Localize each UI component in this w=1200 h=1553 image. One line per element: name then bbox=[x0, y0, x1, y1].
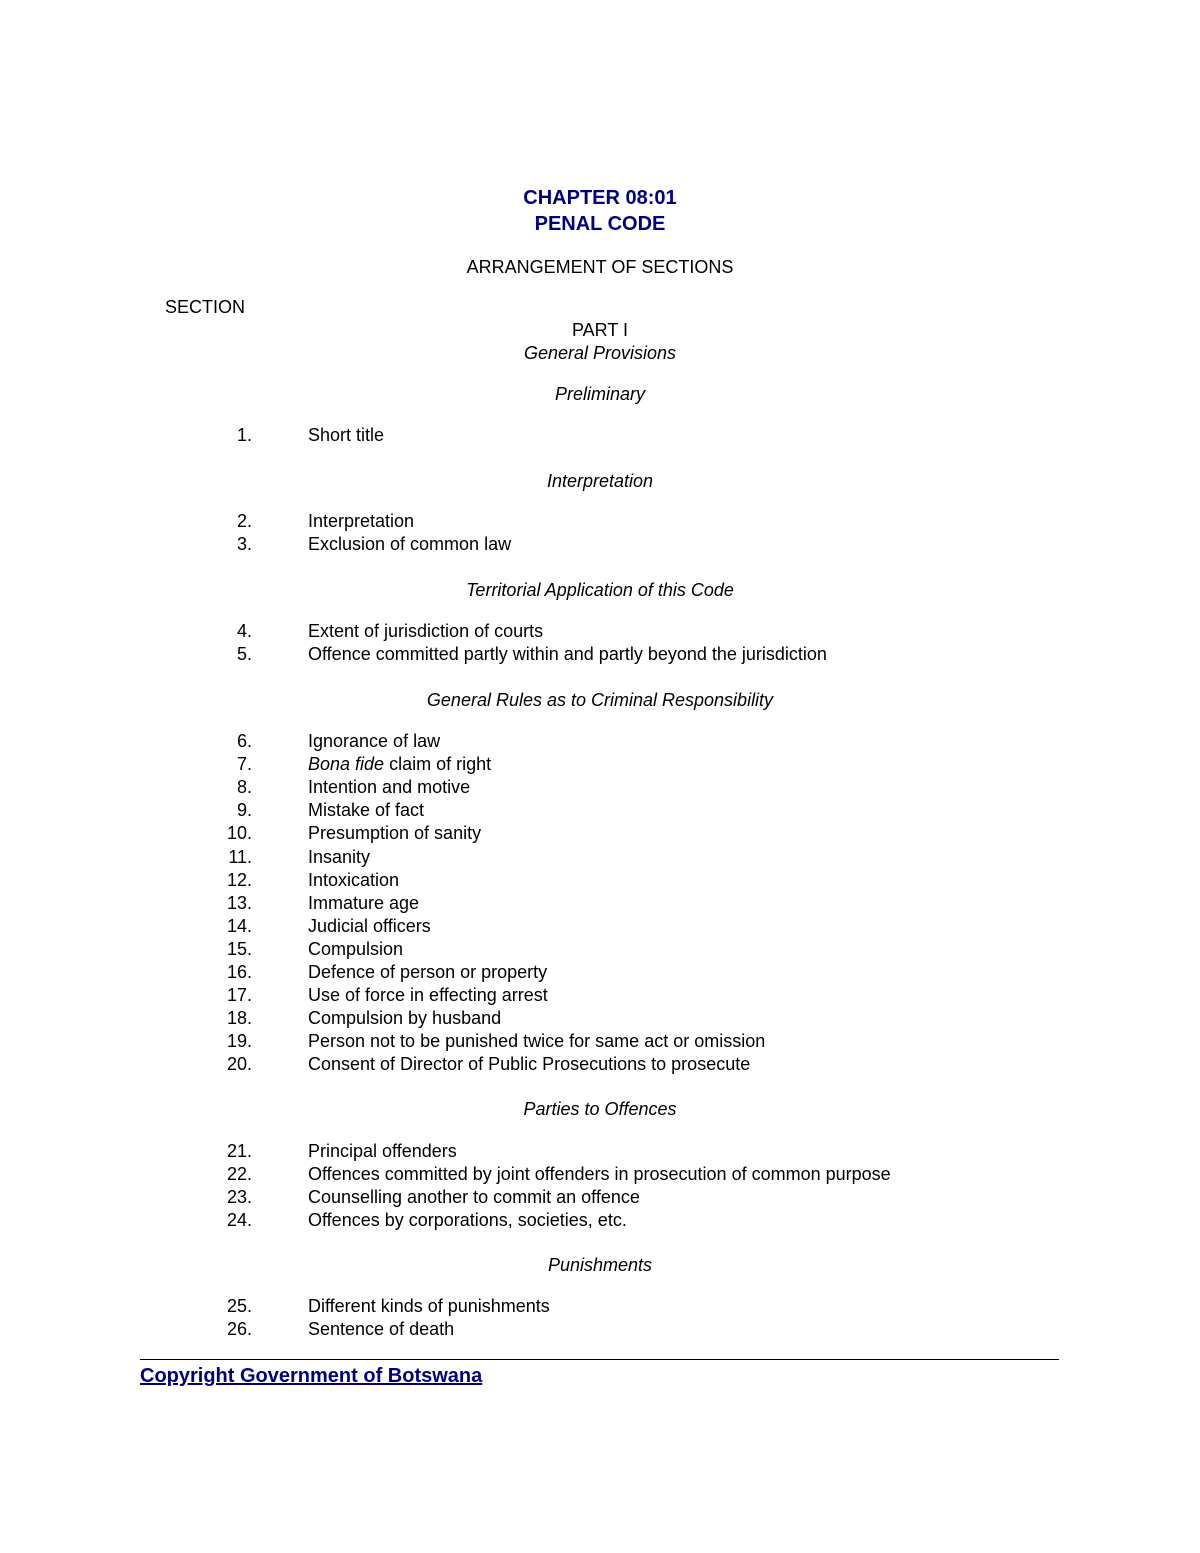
section-row bbox=[0, 1318, 1200, 1341]
section-number: 8. bbox=[236, 777, 252, 797]
section-number: 26. bbox=[226, 1319, 252, 1339]
section-number: 11. bbox=[228, 847, 252, 867]
section-row bbox=[0, 822, 1200, 845]
section-title: Intention and motive bbox=[308, 777, 471, 797]
section-number: 21. bbox=[226, 1141, 252, 1161]
section-row bbox=[0, 961, 1200, 984]
footer-divider bbox=[140, 1359, 1059, 1360]
section-title-italic: Bona fide bbox=[308, 754, 385, 774]
section-number: 25. bbox=[226, 1296, 252, 1316]
section-row bbox=[0, 730, 1200, 753]
section-number: 12. bbox=[226, 870, 252, 890]
section-row bbox=[0, 1140, 1200, 1163]
section-title: Offences committed by joint offenders in prosecution of common purpose bbox=[308, 1164, 891, 1184]
group-heading: General Rules as to Criminal Responsibility bbox=[426, 690, 774, 710]
section-number: 9. bbox=[236, 800, 252, 820]
chapter-number: CHAPTER 08:01 bbox=[523, 187, 677, 209]
section-row bbox=[0, 915, 1200, 938]
section-row bbox=[0, 424, 1200, 447]
section-title-rest: claim of right bbox=[384, 754, 492, 774]
section-row bbox=[0, 938, 1200, 961]
section-number: 18. bbox=[226, 1008, 252, 1028]
section-number: 17. bbox=[226, 985, 252, 1005]
section-number: 19. bbox=[226, 1031, 252, 1051]
section-title: Judicial officers bbox=[308, 916, 431, 936]
group-heading: Territorial Application of this Code bbox=[466, 580, 734, 600]
section-title: Consent of Director of Public Prosecutions to prosecute bbox=[308, 1054, 751, 1074]
section-number: 3. bbox=[236, 534, 252, 554]
section-row bbox=[0, 1295, 1200, 1318]
section-title: Compulsion by husband bbox=[308, 1008, 502, 1028]
section-number: 1. bbox=[236, 425, 252, 445]
arrangement-heading: ARRANGEMENT OF SECTIONS bbox=[466, 257, 734, 277]
section-number: 22. bbox=[226, 1164, 252, 1184]
section-title: Compulsion bbox=[308, 939, 404, 959]
section-row bbox=[0, 510, 1200, 533]
section-row bbox=[0, 620, 1200, 643]
section-title: Counselling another to commit an offence bbox=[308, 1187, 640, 1207]
section-title: Mistake of fact bbox=[308, 800, 425, 820]
section-title: Offences by corporations, societies, etc. bbox=[308, 1210, 627, 1230]
section-number: 4. bbox=[236, 621, 252, 641]
section-number: 6. bbox=[236, 731, 252, 751]
section-title: Extent of jurisdiction of courts bbox=[308, 621, 544, 641]
group-heading: Preliminary bbox=[554, 384, 646, 404]
section-title bbox=[308, 753, 491, 775]
section-row bbox=[0, 1030, 1200, 1053]
section-title: Insanity bbox=[308, 847, 371, 867]
section-number: 10. bbox=[226, 823, 252, 843]
page-title: PENAL CODE bbox=[534, 213, 666, 235]
group-heading: Parties to Offences bbox=[523, 1099, 677, 1119]
section-title: Different kinds of punishments bbox=[308, 1296, 550, 1316]
section-title: Offence committed partly within and partly beyond the jurisdiction bbox=[308, 644, 827, 664]
section-number: 20. bbox=[226, 1054, 252, 1074]
section-column-label: SECTION bbox=[165, 297, 246, 317]
section-number: 5. bbox=[236, 644, 252, 664]
section-number: 24. bbox=[226, 1210, 252, 1230]
section-title: Defence of person or property bbox=[308, 962, 548, 982]
part-label: PART I bbox=[571, 320, 629, 340]
section-row bbox=[0, 753, 1200, 776]
section-title: Sentence of death bbox=[308, 1319, 455, 1339]
section-row bbox=[0, 1186, 1200, 1209]
section-title: Immature age bbox=[308, 893, 420, 913]
section-row bbox=[0, 984, 1200, 1007]
section-row bbox=[0, 846, 1200, 869]
section-row bbox=[0, 776, 1200, 799]
section-row bbox=[0, 869, 1200, 892]
section-number: 14. bbox=[226, 916, 252, 936]
section-title: Short title bbox=[308, 425, 385, 445]
group-heading: Punishments bbox=[547, 1255, 653, 1275]
section-title: Presumption of sanity bbox=[308, 823, 482, 843]
section-row bbox=[0, 1007, 1200, 1030]
section-number: 15. bbox=[226, 939, 252, 959]
section-title: Intoxication bbox=[308, 870, 400, 890]
section-title: Exclusion of common law bbox=[308, 534, 512, 554]
section-row bbox=[0, 643, 1200, 666]
section-row bbox=[0, 892, 1200, 915]
section-row bbox=[0, 799, 1200, 822]
section-number: 16. bbox=[226, 962, 252, 982]
section-number: 7. bbox=[236, 754, 252, 774]
section-row bbox=[0, 533, 1200, 556]
copyright-link[interactable]: Copyright Government of Botswana bbox=[140, 1365, 483, 1387]
section-title: Principal offenders bbox=[308, 1141, 457, 1161]
section-title: Person not to be punished twice for same act or omission bbox=[308, 1031, 766, 1051]
part-subtitle: General Provisions bbox=[523, 343, 677, 363]
section-row bbox=[0, 1209, 1200, 1232]
section-number: 23. bbox=[226, 1187, 252, 1207]
section-title: Ignorance of law bbox=[308, 731, 441, 751]
section-title: Interpretation bbox=[308, 511, 415, 531]
section-number: 13. bbox=[226, 893, 252, 913]
section-number: 2. bbox=[236, 511, 252, 531]
group-heading: Interpretation bbox=[546, 471, 654, 491]
section-row bbox=[0, 1163, 1200, 1186]
section-title: Use of force in effecting arrest bbox=[308, 985, 548, 1005]
section-row bbox=[0, 1053, 1200, 1076]
